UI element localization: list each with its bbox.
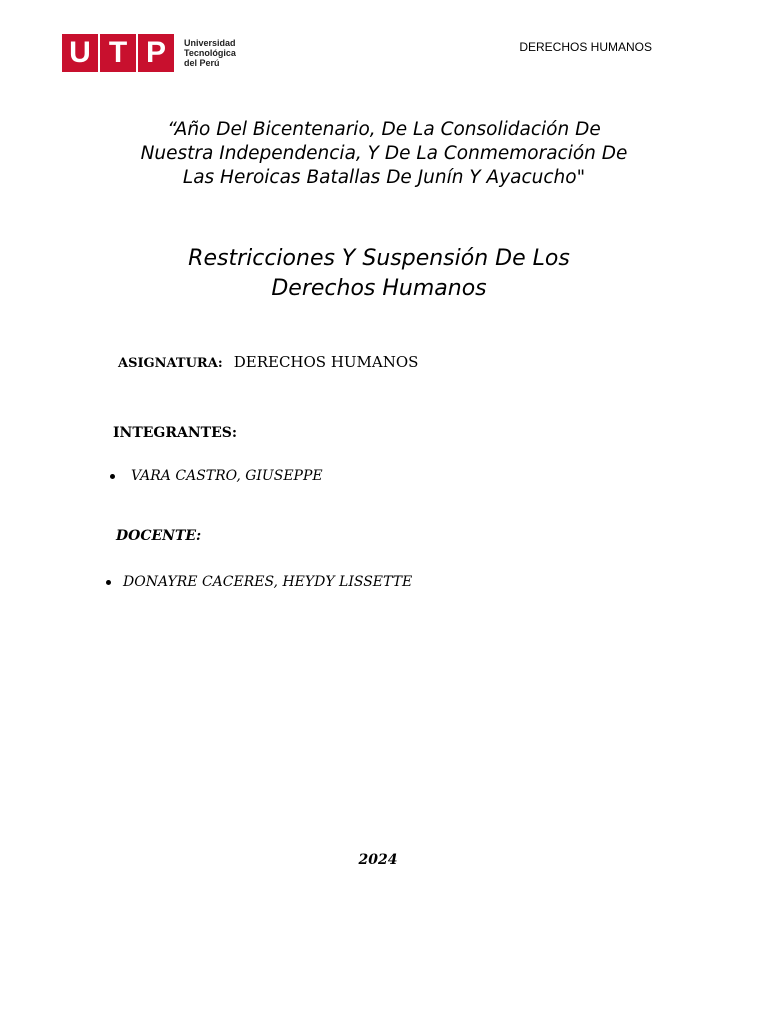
- logo-text-line-2: Tecnológica: [184, 48, 236, 58]
- members-label: INTEGRANTES:: [113, 425, 238, 441]
- document-title: [80, 244, 678, 304]
- motto-line-2: Nuestra Independencia, Y De La Conmemoración De: [140, 143, 628, 164]
- logo-letter-t: T: [100, 34, 136, 72]
- motto-line-1: “Año Del Bicentenario, De La Consolidación De: [167, 119, 601, 140]
- logo-text-line-3: del Perú: [184, 58, 220, 68]
- teacher-heading: [116, 525, 201, 544]
- teacher-label: DOCENTE:: [116, 528, 202, 544]
- title-line-1: Restricciones Y Suspensión De Los: [188, 246, 570, 271]
- document-year: 2024: [358, 852, 398, 868]
- member-name: VARA CASTRO, GIUSEPPE: [131, 468, 323, 484]
- year-motto: [80, 118, 688, 190]
- logo-letter-u: U: [62, 34, 98, 72]
- subject-value: DERECHOS HUMANOS: [233, 353, 419, 371]
- logo-letter-p: P: [138, 34, 174, 72]
- motto-line-3: Las Heroicas Batallas De Junín Y Ayacucho": [182, 167, 586, 188]
- logo-text-line-1: Universidad: [184, 38, 236, 48]
- teacher-list-item: [106, 574, 412, 590]
- member-list-item: [110, 468, 323, 484]
- teacher-name: DONAYRE CACERES, HEYDY LISSETTE: [123, 574, 413, 590]
- utp-logo: [62, 34, 236, 72]
- title-line-2: Derechos Humanos: [271, 276, 487, 301]
- subject-row: [118, 352, 418, 371]
- members-heading: [113, 422, 237, 441]
- bullet-icon: [106, 580, 111, 585]
- bullet-icon: [110, 474, 115, 479]
- header-course-label: DERECHOS HUMANOS: [519, 40, 652, 54]
- logo-university-name: [184, 38, 236, 68]
- subject-label: ASIGNATURA:: [118, 356, 223, 371]
